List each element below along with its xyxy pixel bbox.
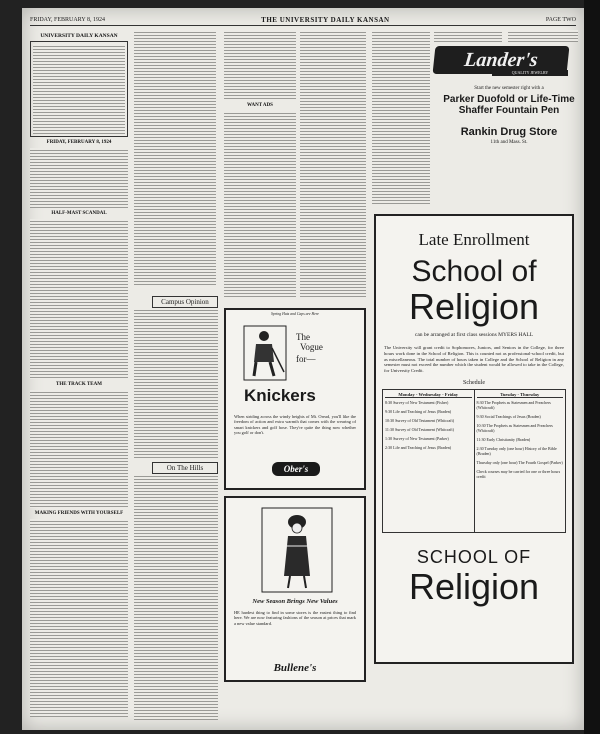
- schedule-row: 1:30 Survey of New Testament (Parker): [385, 435, 449, 441]
- staff-box: [30, 41, 128, 137]
- schedule-row: 11:30 Survey of Old Testament (Whitcraft): [385, 426, 454, 432]
- drug-store-intro: Start the new semester right with a: [474, 86, 544, 91]
- making-friends-text: [30, 519, 128, 717]
- knickers-the: The: [296, 332, 310, 342]
- heading-track-team: THE TRACK TEAM: [56, 382, 102, 387]
- religion-body: The University will grant credit to Sophomores, Juniors, and Seniors in the College, for three hours work done in the School of Religion. This is counted not as professional-school credit, but as miscellaneous. The total number of hours taken in College and the School of Religion in any semester must not exceed the number which the student would be allowed to take in the College, for University Credit.: [384, 345, 564, 374]
- newspaper-page: [22, 8, 584, 730]
- schedule-mwf: [383, 390, 474, 532]
- left-column: [30, 30, 128, 720]
- landers-subline: QUALITY JEWELRY: [492, 70, 568, 76]
- woman-illustration: [260, 506, 334, 594]
- editorial-text: [30, 148, 128, 208]
- bullenes-signature: Bullene's: [273, 662, 317, 674]
- paper-name: UNIVERSITY DAILY KANSAN: [40, 33, 118, 39]
- masthead: [30, 14, 576, 26]
- bullenes-copy: HE hardest thing to find in some stores is the easiest thing to find here. We are now featuring fashions of the season at prices that mark a new value standard.: [234, 610, 356, 626]
- school-of-religion-ad: [374, 214, 574, 664]
- drug-store-address: 11th and Mass. St.: [490, 140, 528, 145]
- scan-edge: [584, 0, 600, 734]
- bullenes-ad: [224, 496, 366, 682]
- knickers-for: for—: [296, 354, 316, 364]
- middle-text-top: [134, 30, 216, 286]
- school-of-footer: SCHOOL OF: [416, 546, 532, 567]
- want-ads-heading: WANT ADS: [247, 103, 273, 108]
- want-ads-col-2: [300, 30, 366, 298]
- religion-footer: Religion: [408, 565, 540, 607]
- schedule-row: 2:30 Tuesday only (one hour) History of the Bible (Braden): [476, 445, 557, 456]
- drug-store-ad: [438, 86, 580, 145]
- campus-opinion-heading: Campus Opinion: [152, 296, 218, 308]
- editorial-date: FRIDAY, FEBRUARY 8, 1924: [46, 140, 112, 145]
- schedule-row: 9:30 Social Teachings of Jesus (Braden): [476, 413, 541, 419]
- drug-store-pen: Parker Duofold or Life-Time Shaffer Fountain Pen: [443, 94, 575, 116]
- masthead-date: FRIDAY, FEBRUARY 8, 1924: [30, 16, 105, 23]
- on-the-hills-heading: On The Hills: [152, 462, 218, 474]
- obers-logo: Ober's: [272, 462, 320, 476]
- schedule-row: 9:30 Life and Teaching of Jesus (Braden): [385, 408, 452, 414]
- half-mast-text: [30, 219, 128, 379]
- schedule-row: Check courses may be carried for one or three hours credit: [476, 468, 561, 479]
- heading-making-friends: MAKING FRIENDS WITH YOURSELF: [34, 511, 124, 516]
- schedule-row: 2:30 Life and Teaching of Jesus (Braden): [385, 444, 452, 450]
- campus-opinion-text: [134, 308, 218, 458]
- schedule-row: 8:30 The Prophets as Statesmen and Preachers (Whitcraft): [476, 399, 551, 410]
- want-ads-col-3: [372, 30, 430, 206]
- masthead-paper: THE UNIVERSITY DAILY KANSAN: [261, 15, 390, 24]
- registration-note: can be arranged at first class sessions MYERS HALL: [414, 332, 534, 338]
- schedule-row: 10:30 The Prophets as Statesmen and Preachers (Whitcraft): [476, 422, 553, 433]
- schedule-tth: [474, 390, 566, 532]
- bullenes-headline: New Season Brings New Values: [252, 598, 338, 605]
- want-ads-col-5: [508, 30, 578, 42]
- schedule-mwf-day: Monday - Wednesday - Friday: [385, 392, 472, 398]
- school-of-heading: School of: [411, 255, 537, 288]
- knickers-ad: [224, 308, 366, 490]
- golfer-illustration: [240, 322, 290, 384]
- heading-half-mast: HALF-MAST SCANDAL: [51, 211, 107, 216]
- want-ads-col-1: [224, 30, 296, 298]
- drug-store-name: Rankin Drug Store: [460, 126, 558, 138]
- late-enrollment-heading: Late Enrollment: [418, 230, 530, 249]
- schedule-row: 11:30 Early Christianity (Braden): [476, 436, 531, 442]
- schedule-table: [382, 389, 566, 533]
- schedule-title: Schedule: [463, 379, 485, 386]
- schedule-row: 10:30 Survey of Old Testament (Whitcraft): [385, 417, 455, 423]
- schedule-row: Thursday only (one hour) The Fourth Gospel (Parker): [476, 459, 563, 465]
- knickers-vogue: Vogue: [300, 342, 323, 352]
- schedule-tth-day: Tuesday - Thursday: [477, 392, 564, 398]
- track-team-text: [30, 390, 128, 508]
- knickers-top-note: Spring Hats and Caps are Here: [271, 312, 319, 316]
- religion-heading: Religion: [408, 286, 540, 327]
- want-ads-col-4: [434, 30, 502, 42]
- knickers-copy: When striding across the windy heights of Mt. Oread, you'll like the freedom of action and extra warmth that comes with the wearing of smart knickers and golf hose. They're quite the thing now whether you golf or don't.: [234, 414, 356, 436]
- landers-logo: Lander's: [433, 46, 570, 74]
- knickers-title: Knickers: [244, 386, 316, 405]
- on-the-hills-text: [134, 474, 218, 720]
- masthead-page: PAGE TWO: [545, 16, 576, 23]
- schedule-row: 8:30 Survey of New Testament (Fisher): [385, 399, 449, 405]
